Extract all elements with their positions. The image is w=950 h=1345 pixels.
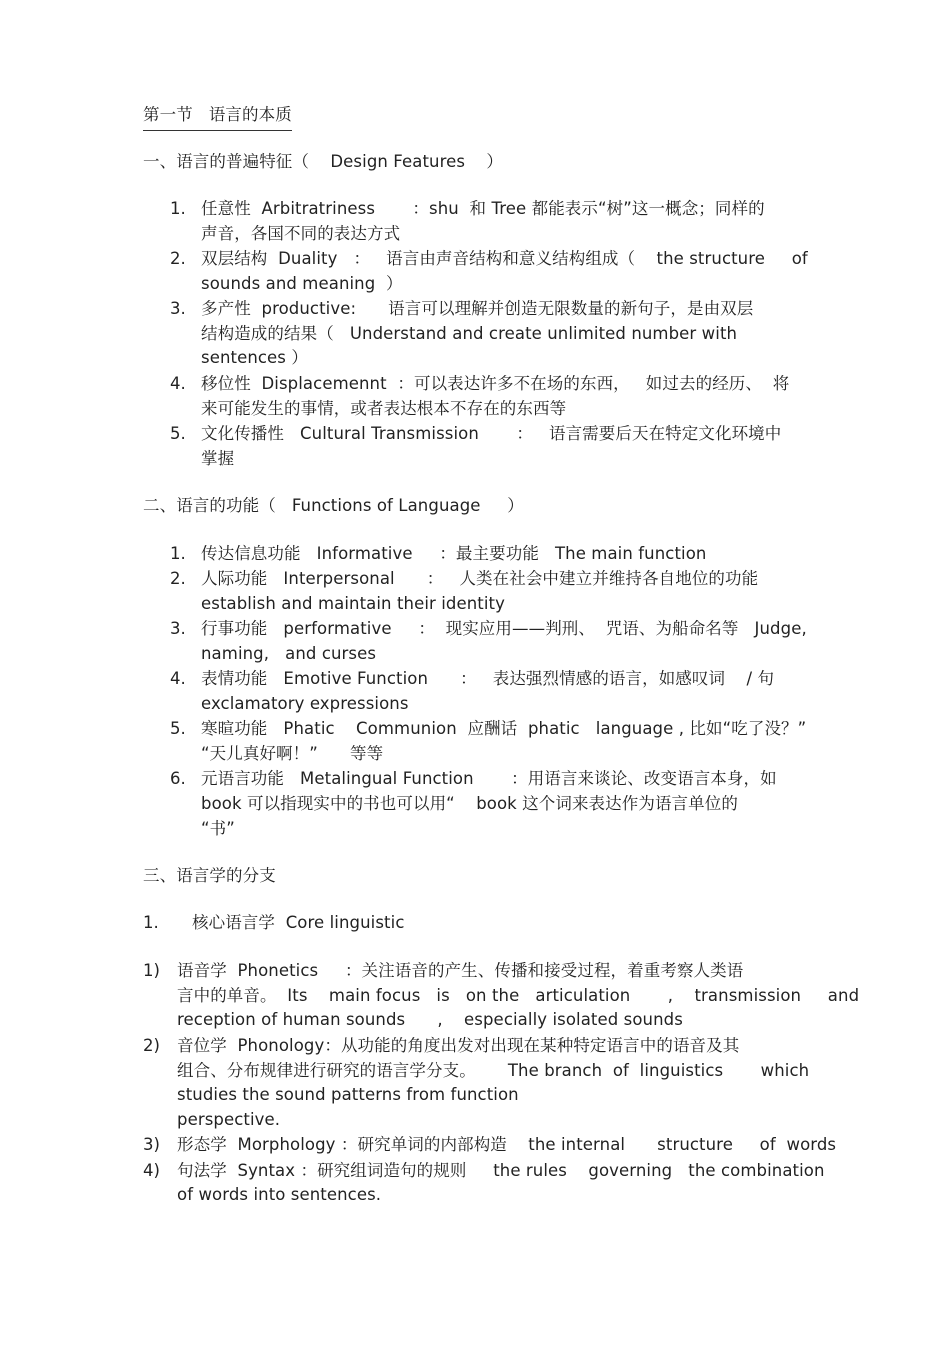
list-item-number: 1. [170, 199, 186, 218]
list-item-line: 来可能发生的事情，或者表达根本不存在的东西等 [201, 399, 567, 418]
list-item-line: exclamatory expressions [201, 694, 409, 713]
list-item-line: 声音，各国不同的表达方式 [201, 224, 401, 243]
list-item-number: 2) [143, 1036, 160, 1055]
list-item-line: book 可以指现实中的书也可以用“ book 这个词来表达作为语言单位的 [201, 794, 738, 813]
list-item-line: 言中的单音。 Its main focus is on the articulation , transmission and [177, 986, 860, 1005]
section-1-heading: 一、语言的普遍特征（ Design Features ） [143, 152, 504, 171]
list-item-line: naming, and curses [201, 644, 377, 663]
list-item-number: 3. [170, 619, 186, 638]
list-item-number: 4. [170, 374, 186, 393]
list-item-line: “书” [201, 819, 235, 838]
list-item-line: 寒暄功能 Phatic Communion 应酬话 phatic language , 比如“吃了没？” [201, 719, 807, 738]
list-item-number: 1. [170, 544, 186, 563]
list-item-line: of words into sentences. [177, 1185, 382, 1204]
list-item-line: “天儿真好啊！” 等等 [201, 744, 384, 763]
list-item-line: 文化传播性 Cultural Transmission ： 语言需要后天在特定文化环境中 [201, 424, 782, 443]
list-item-number: 1) [143, 961, 160, 980]
list-item-line: 人际功能 Interpersonal ： 人类在社会中建立并维持各自地位的功能 [201, 569, 759, 588]
list-item-line: 任意性 Arbitratriness ：shu 和 Tree 都能表示“树”这一概念；同样的 [201, 199, 765, 218]
list-item-line: 传达信息功能 Informative ：最主要功能 The main function [201, 544, 707, 563]
list-item-line: 多产性 productive: 语言可以理解并创造无限数量的新句子，是由双层 [201, 299, 754, 318]
list-item-number: 2. [170, 249, 186, 268]
list-item-line: reception of human sounds , especially isolated sounds [177, 1010, 683, 1029]
list-item-number: 5. [170, 424, 186, 443]
list-item-line: 组合、分布规律进行研究的语言学分支。 The branch of linguistics which [177, 1061, 810, 1080]
list-item-line: sentences ） [201, 348, 308, 367]
list-item-line: 结构造成的结果（ Understand and create unlimited number with [201, 324, 738, 343]
list-item-line: 元语言功能 Metalingual Function ：用语言来谈论、改变语言本身，如 [201, 769, 777, 788]
list-item-number: 3. [170, 299, 186, 318]
list-item-number: 6. [170, 769, 186, 788]
list-item-line: 掌握 [201, 449, 235, 468]
list-item-line: 双层结构 Duality ： 语言由声音结构和意义结构组成（ the structure of [201, 249, 808, 268]
list-item-line: 形态学 Morphology ：研究单词的内部构造 the internal structure of words [177, 1135, 837, 1154]
section-2-heading: 二、语言的功能（ Functions of Language ） [143, 496, 524, 515]
list-item-line: 音位学 Phonology：从功能的角度出发对出现在某种特定语言中的语音及其 [177, 1036, 740, 1055]
list-item-number: 4) [143, 1161, 160, 1180]
list-item-line: 行事功能 performative ： 现实应用——判刑、 咒语、为船命名等 Judge, [201, 619, 807, 638]
page-title: 第一节 语言的本质 [143, 104, 292, 131]
list-item-line: sounds and meaning ） [201, 274, 403, 293]
list-item-number: 3) [143, 1135, 160, 1154]
subsection-number: 1. [143, 913, 159, 932]
section-3-heading: 三、语言学的分支 [143, 866, 276, 885]
list-item-line: studies the sound patterns from function [177, 1085, 519, 1104]
list-item-line: 句法学 Syntax ：研究组词造句的规则 the rules governing the combination [177, 1161, 825, 1180]
list-item-number: 5. [170, 719, 186, 738]
list-item-line: 语音学 Phonetics ：关注语音的产生、传播和接受过程，着重考察人类语 [177, 961, 744, 980]
list-item-number: 4. [170, 669, 186, 688]
list-item-line: perspective. [177, 1110, 281, 1129]
list-item-number: 2. [170, 569, 186, 588]
list-item-line: 表情功能 Emotive Function ： 表达强烈情感的语言，如感叹词 / 句 [201, 669, 775, 688]
list-item-line: 移位性 Displacemennt ：可以表达许多不在场的东西， 如过去的经历、 将 [201, 374, 790, 393]
subsection-label: 核心语言学 Core linguistic [192, 913, 405, 932]
list-item-line: establish and maintain their identity [201, 594, 505, 613]
